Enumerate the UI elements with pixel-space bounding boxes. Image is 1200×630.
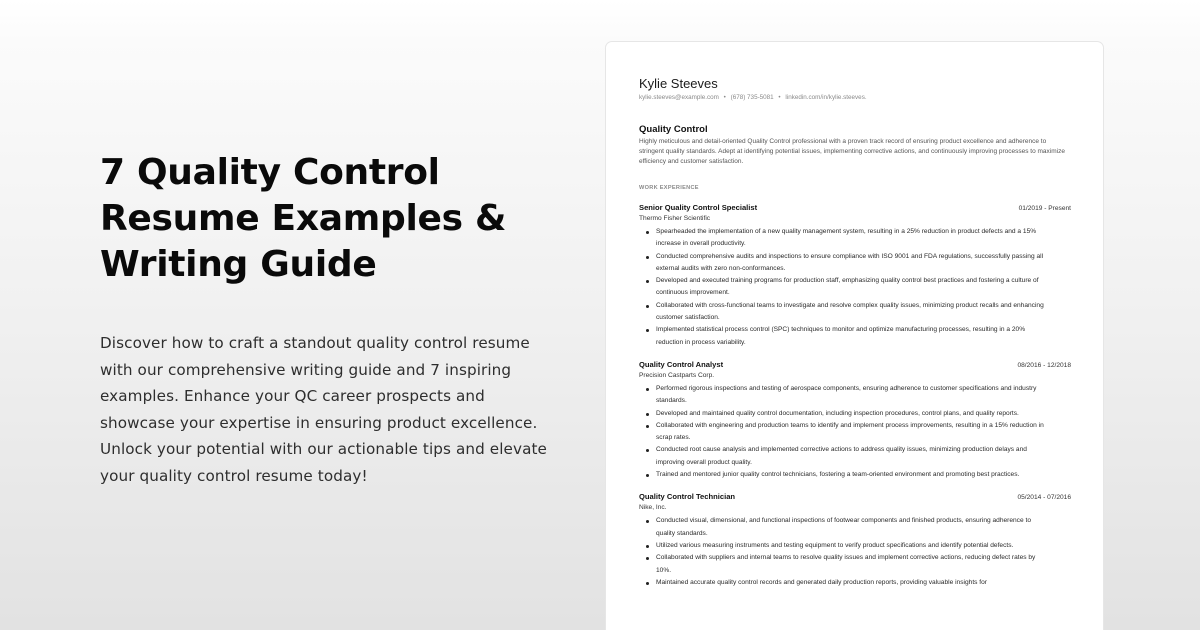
job-dates: 05/2014 - 07/2016 [1017, 494, 1071, 502]
job-dates: 08/2016 - 12/2018 [1017, 361, 1071, 369]
resume-preview-card [605, 41, 1104, 630]
title-line-2: Resume Examples & [100, 198, 507, 239]
job-company: Nike, Inc. [639, 504, 667, 512]
bullet-item: Collaborated with cross-functional teams to investigate and resolve complex quality issues, minimizing product recalls and enhancing customer satisfaction. [639, 300, 1049, 325]
job-entry [639, 203, 1070, 349]
work-experience-label: WORK EXPERIENCE [639, 185, 699, 191]
hero-section [100, 150, 550, 490]
resume-contact-line [639, 93, 1070, 102]
bullet-item: Collaborated with suppliers and internal teams to resolve quality issues and implement corrective actions, reducing defect rates by 10%. [639, 552, 1049, 577]
job-bullets [639, 226, 1070, 349]
separator-dot-icon: • [778, 94, 781, 101]
bullet-item: Utilized various measuring instruments and testing equipment to verify product specifications and identify potential defects. [639, 540, 1049, 552]
job-entry [639, 492, 1070, 589]
resume-name: Kylie Steeves [639, 76, 718, 91]
bullet-item: Spearheaded the implementation of a new quality management system, resulting in a 25% reduction in product defects and a 15% increase in overall productivity. [639, 226, 1049, 251]
separator-dot-icon: • [723, 94, 726, 101]
job-entry [639, 360, 1070, 481]
bullet-item: Performed rigorous inspections and testing of aerospace components, ensuring adherence to customer specifications and industry standards. [639, 383, 1049, 408]
resume-email: kylie.steeves@example.com [639, 94, 719, 101]
job-dates: 01/2019 - Present [1018, 205, 1071, 212]
job-bullets [639, 383, 1070, 481]
bullet-item: Implemented statistical process control (SPC) techniques to monitor and optimize manufacturing processes, resulting in a 20% reduction in process variability. [639, 324, 1049, 349]
job-title: Quality Control Technician [639, 492, 736, 502]
bullet-item: Collaborated with engineering and production teams to identify and implement process improvements, resulting in a 15% reduction in scrap rates. [639, 420, 1049, 445]
resume-phone: (678) 735-5081 [730, 94, 774, 101]
job-company: Thermo Fisher Scientific [639, 215, 711, 222]
bullet-item: Trained and mentored junior quality control technicians, fostering a team-oriented environment and promoting best practices. [639, 469, 1049, 481]
bullet-item: Developed and maintained quality control documentation, including inspection procedures, control plans, and quality reports. [639, 408, 1049, 420]
bullet-item: Maintained accurate quality control records and generated daily production reports, providing valuable insights for [639, 577, 1049, 589]
title-line-1: 7 Quality Control [100, 152, 440, 193]
bullet-item: Conducted visual, dimensional, and functional inspections of footwear components and finished products, ensuring adherence to quality standards. [639, 515, 1049, 540]
resume-summary: Highly meticulous and detail-oriented Quality Control professional with a proven track record of ensuring product excellence and adherence to stringent quality standards. Adept at identifying potential issues, implementing corrective actions, and continuously improving processes to maximize efficiency and customer satisfaction. [639, 138, 1065, 165]
page-title [100, 150, 550, 288]
bullet-item: Developed and executed training programs for production staff, emphasizing quality control best practices and fostering a culture of continuous improvement. [639, 275, 1049, 300]
resume-headline: Quality Control [639, 124, 708, 135]
title-line-3: Writing Guide [100, 244, 377, 285]
bullet-item: Conducted root cause analysis and implemented corrective actions to address quality issues, minimizing production delays and improving overall product quality. [639, 444, 1049, 469]
bullet-item: Conducted comprehensive audits and inspections to ensure compliance with ISO 9001 and FDA regulations, successfully passing all external audits with zero non-conformances. [639, 251, 1049, 276]
job-title: Quality Control Analyst [639, 359, 724, 369]
job-bullets [639, 515, 1070, 589]
resume-linkedin: linkedin.com/in/kylie.steeves. [785, 94, 867, 101]
page-description: Discover how to craft a standout quality control resume with our comprehensive writing guide and 7 inspiring examples. Enhance your QC career prospects and showcase your expertise in ensuring product excellence. Unlock your potential with our actionable tips and elevate your quality control resume today! [100, 334, 547, 485]
job-title: Senior Quality Control Specialist [639, 203, 758, 212]
job-company: Precision Castparts Corp. [639, 371, 715, 379]
